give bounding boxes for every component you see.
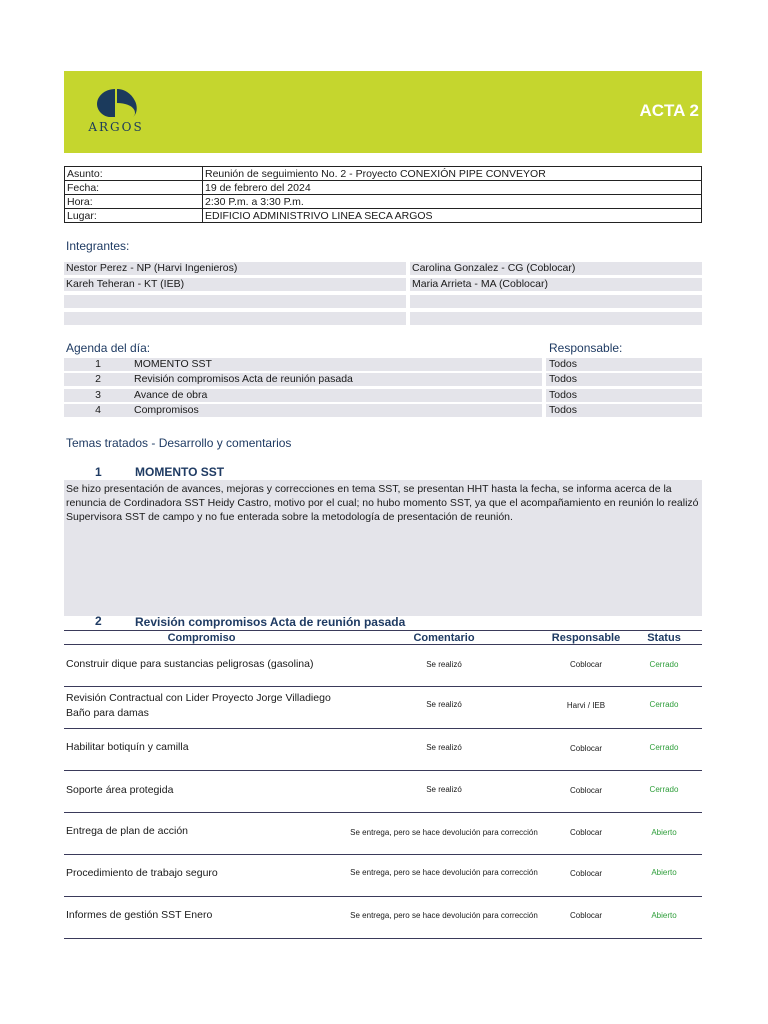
integrante-right: Maria Arrieta - MA (Coblocar): [410, 278, 702, 291]
info-label: Asunto:: [65, 167, 203, 181]
row-compromiso: Revisión Contractual con Lider Proyecto Jorge Villadiego Baño para damas: [66, 692, 331, 719]
info-label: Hora:: [65, 195, 203, 209]
info-label: Lugar:: [65, 209, 203, 223]
agenda-item: [64, 404, 702, 417]
row-comentario: Se realizó: [426, 660, 462, 669]
row-compromiso: Soporte área protegida: [66, 784, 174, 796]
row-status: Abierto: [651, 911, 677, 920]
argos-logo: [76, 87, 156, 137]
integrante-right: Carolina Gonzalez - CG (Coblocar): [410, 262, 702, 275]
row-compromiso: Habilitar botiquín y camilla: [66, 741, 189, 753]
row-comentario: Se realizó: [426, 700, 462, 709]
agenda-item-text: Avance de obra: [134, 389, 208, 401]
integrante-right: [410, 295, 702, 308]
table-row: [64, 855, 702, 897]
agenda-item-resp: Todos: [549, 389, 578, 401]
info-value: Reunión de seguimiento No. 2 - Proyecto CONEXIÓN PIPE CONVEYOR: [203, 167, 702, 181]
agenda-item-num: 2: [95, 373, 101, 385]
row-status: Cerrado: [649, 660, 679, 669]
row-status: Cerrado: [649, 743, 679, 752]
row-comentario: Se entrega, pero se hace devolución para corrección: [350, 911, 538, 920]
row-responsable: Coblocar: [569, 869, 602, 878]
agenda-item-num: 3: [95, 389, 101, 401]
table-row: [64, 645, 702, 687]
document-title: ACTA 2: [639, 101, 699, 120]
header-comentario: Comentario: [413, 632, 475, 644]
info-value: 2:30 P.m. a 3:30 P.m.: [203, 195, 702, 209]
info-row: [65, 181, 702, 195]
row-responsable: Harvi / IEB: [566, 701, 606, 710]
header-banner: [64, 71, 702, 153]
section1-title: MOMENTO SST: [135, 465, 225, 479]
logo-text: ARGOS: [88, 120, 144, 134]
row-responsable: Coblocar: [569, 828, 602, 837]
row-compromiso: Informes de gestión SST Enero: [66, 909, 213, 921]
agenda-item-text: Revisión compromisos Acta de reunión pasada: [134, 373, 353, 385]
row-status: Cerrado: [649, 785, 679, 794]
table-row: [64, 729, 702, 771]
table-row: [64, 771, 702, 813]
agenda-responsable-label: Responsable:: [549, 341, 623, 355]
header-status: Status: [647, 632, 681, 644]
header-responsable: Responsable: [551, 632, 621, 644]
header-compromiso: Compromiso: [167, 632, 236, 644]
row-compromiso: Procedimiento de trabajo seguro: [66, 867, 218, 879]
row-compromiso: Entrega de plan de acción: [66, 825, 189, 837]
row-status: Cerrado: [649, 700, 679, 709]
info-row: [65, 195, 702, 209]
table-row: [64, 687, 702, 729]
agenda-item-text: MOMENTO SST: [134, 358, 212, 370]
agenda-item: [64, 358, 702, 371]
agenda-item-num: 4: [95, 404, 101, 416]
info-row: [65, 209, 702, 223]
integrante-left: Kareh Teheran - KT (IEB): [64, 278, 406, 291]
integrante-left: [64, 312, 406, 325]
info-value: EDIFICIO ADMINISTRIVO LINEA SECA ARGOS: [203, 209, 702, 223]
temas-label: Temas tratados - Desarrollo y comentarios: [66, 436, 292, 450]
section2-title: Revisión compromisos Acta de reunión pasada: [135, 615, 406, 629]
row-comentario: Se entrega, pero se hace devolución para corrección: [350, 828, 538, 837]
agenda-item-resp: Todos: [549, 373, 578, 385]
compromisos-header: [64, 630, 702, 645]
row-comentario: Se realizó: [426, 743, 462, 752]
agenda-item: [64, 373, 702, 386]
section1-number: 1: [95, 465, 102, 479]
section1-text: Se hizo presentación de avances, mejoras y correcciones en tema SST, se presentan HHT hasta la fecha, se informa acerca de la renuncia de Cordinadora SST Heidy Castro, motivo por el cual; no hubo momento SST, ya que el acompañamiento en reunión lo realizó Supervisora SST de campo y no fue enterada sobre la metodología de presentación de reunión.: [64, 480, 702, 616]
integrante-left: Nestor Perez - NP (Harvi Ingenieros): [64, 262, 406, 275]
integrante-right: [410, 312, 702, 325]
argos-logo-icon: [93, 87, 139, 119]
agenda-item-resp: Todos: [549, 358, 578, 370]
row-comentario: Se entrega, pero se hace devolución para corrección: [350, 868, 538, 877]
table-row: [64, 813, 702, 855]
agenda-label: Agenda del día:: [66, 341, 151, 355]
row-responsable: Coblocar: [569, 744, 602, 753]
info-row: [65, 167, 702, 181]
agenda-item: [64, 389, 702, 402]
agenda-item-num: 1: [95, 358, 101, 370]
info-label: Fecha:: [65, 181, 203, 195]
agenda-item-text: Compromisos: [134, 404, 199, 416]
row-status: Abierto: [651, 828, 677, 837]
section2-number: 2: [95, 614, 102, 628]
row-compromiso: Construir dique para sustancias peligrosas (gasolina): [66, 658, 314, 670]
integrantes-label: Integrantes:: [66, 239, 130, 253]
info-value: 19 de febrero del 2024: [203, 181, 702, 195]
row-status: Abierto: [651, 868, 677, 877]
row-responsable: Coblocar: [569, 660, 602, 669]
row-responsable: Coblocar: [569, 911, 602, 920]
integrante-left: [64, 295, 406, 308]
agenda-item-resp: Todos: [549, 404, 578, 416]
row-comentario: Se realizó: [426, 785, 462, 794]
meeting-info-table: [64, 166, 702, 223]
table-row: [64, 897, 702, 939]
row-responsable: Coblocar: [569, 786, 602, 795]
